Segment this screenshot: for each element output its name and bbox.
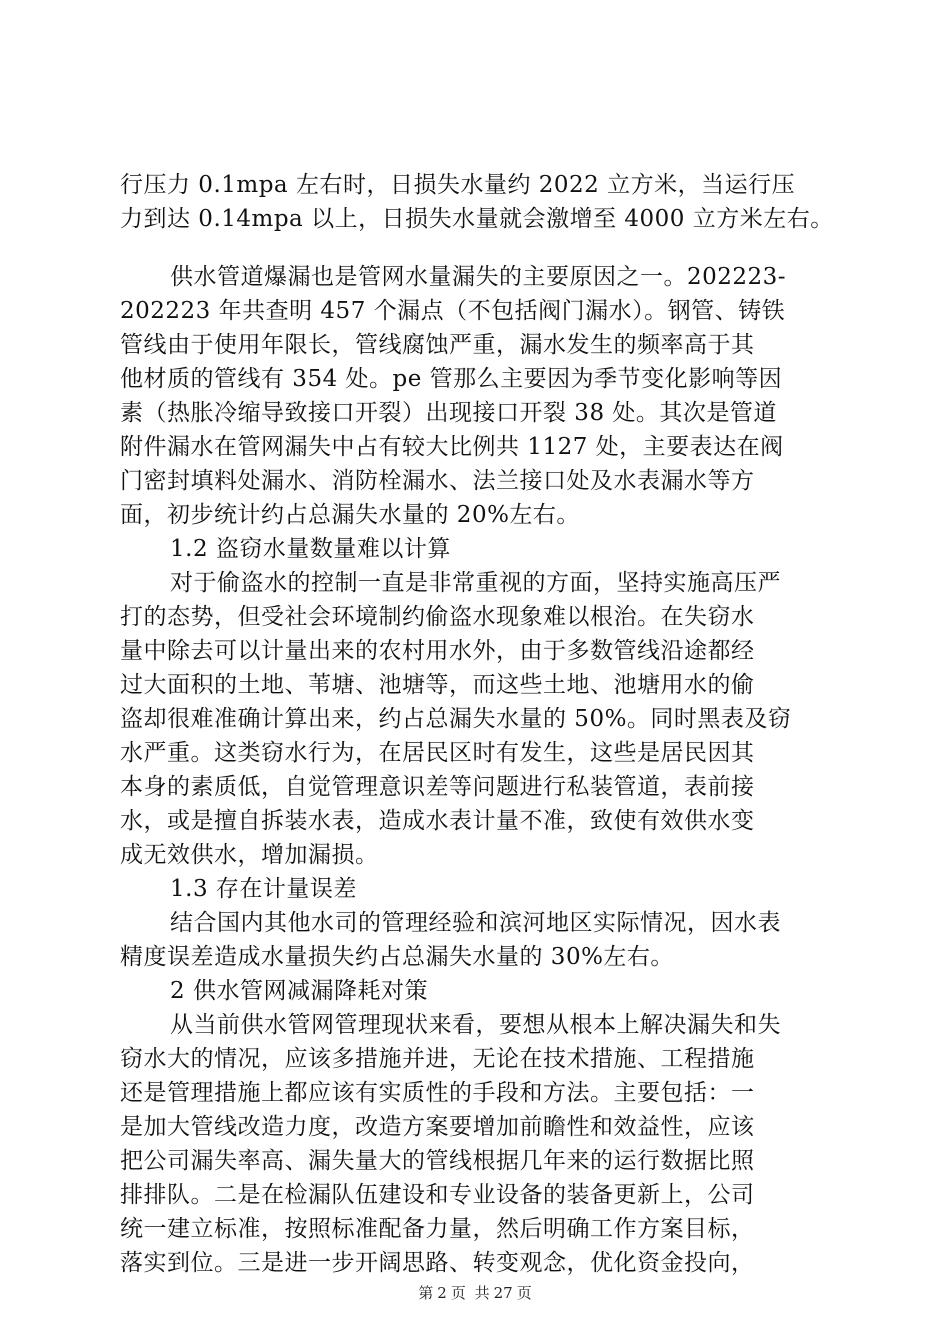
current-page-number: 2 bbox=[437, 1284, 447, 1302]
total-prefix: 共 bbox=[474, 1284, 490, 1302]
text-line: 本身的素质低，自觉管理意识差等问题进行私装管道，表前接 bbox=[120, 774, 755, 800]
page-suffix: 页 bbox=[450, 1284, 466, 1302]
text-line: 水，或是擅自拆装水表，造成水表计量不准，致使有效供水变 bbox=[120, 808, 755, 834]
text-line: 成无效供水，增加漏损。 bbox=[120, 842, 379, 868]
text-line: 素（热胀冷缩导致接口开裂）出现接口开裂 38 处。其次是管道 bbox=[120, 400, 777, 426]
page-footer bbox=[0, 1283, 950, 1303]
paragraph-gap bbox=[120, 236, 840, 260]
text-line: 门密封填料处漏水、消防栓漏水、法兰接口处及水表漏水等方 bbox=[120, 468, 755, 494]
page-prefix: 第 bbox=[418, 1284, 434, 1302]
text-line: 盗却很难准确计算出来，约占总漏失水量的 50%。同时黑表及窃 bbox=[120, 706, 792, 732]
section-heading: 1.2 盗窃水量数量难以计算 bbox=[170, 536, 451, 562]
text-line: 附件漏水在管网漏失中占有较大比例共 1127 处，主要表达在阀 bbox=[120, 434, 784, 460]
text-line: 他材质的管线有 354 处。pe 管那么主要因为季节变化影响等因 bbox=[120, 366, 783, 392]
text-line: 统一建立标准，按照标准配备力量，然后明确工作方案目标， bbox=[120, 1216, 755, 1242]
text-line: 落实到位。三是进一步开阔思路、转变观念，优化资金投向， bbox=[120, 1250, 755, 1276]
text-line: 精度误差造成水量损失约占总漏失水量的 30%左右。 bbox=[120, 944, 674, 970]
section-heading: 2 供水管网减漏降耗对策 bbox=[170, 978, 428, 1004]
text-line: 还是管理措施上都应该有实质性的手段和方法。主要包括：一 bbox=[120, 1080, 755, 1106]
text-line: 从当前供水管网管理现状来看，要想从根本上解决漏失和失 bbox=[170, 1012, 781, 1038]
section-heading: 1.3 存在计量误差 bbox=[170, 876, 357, 902]
text-line: 202223 年共查明 457 个漏点（不包括阀门漏水）。钢管、铸铁 bbox=[120, 298, 786, 324]
text-line: 面，初步统计约占总漏失水量的 20%左右。 bbox=[120, 502, 580, 528]
text-line: 排排队。二是在检漏队伍建设和专业设备的装备更新上，公司 bbox=[120, 1182, 755, 1208]
text-line: 窃水大的情况，应该多措施并进，无论在技术措施、工程措施 bbox=[120, 1046, 755, 1072]
text-line: 对于偷盗水的控制一直是非常重视的方面，坚持实施高压严 bbox=[170, 570, 781, 596]
text-line: 力到达 0.14mpa 以上，日损失水量就会激增至 4000 立方米左右。 bbox=[120, 206, 834, 232]
total-page-count: 27 bbox=[493, 1284, 513, 1302]
text-line: 水严重。这类窃水行为，在居民区时有发生，这些是居民因其 bbox=[120, 740, 755, 766]
text-line: 是加大管线改造力度，改造方案要增加前瞻性和效益性，应该 bbox=[120, 1114, 755, 1140]
text-line: 行压力 0.1mpa 左右时，日损失水量约 2022 立方米，当运行压 bbox=[120, 172, 796, 198]
text-line: 管线由于使用年限长，管线腐蚀严重，漏水发生的频率高于其 bbox=[120, 332, 755, 358]
text-line: 量中除去可以计量出来的农村用水外，由于多数管线沿途都经 bbox=[120, 638, 755, 664]
text-line: 过大面积的土地、苇塘、池塘等，而这些土地、池塘用水的偷 bbox=[120, 672, 755, 698]
text-line: 结合国内其他水司的管理经验和滨河地区实际情况，因水表 bbox=[170, 910, 781, 936]
text-line: 打的态势，但受社会环境制约偷盗水现象难以根治。在失窃水 bbox=[120, 604, 755, 630]
text-line: 供水管道爆漏也是管网水量漏失的主要原因之一。202223- bbox=[170, 264, 787, 290]
text-line: 把公司漏失率高、漏失量大的管线根据几年来的运行数据比照 bbox=[120, 1148, 755, 1174]
document-body bbox=[120, 168, 840, 1280]
total-suffix: 页 bbox=[516, 1284, 532, 1302]
